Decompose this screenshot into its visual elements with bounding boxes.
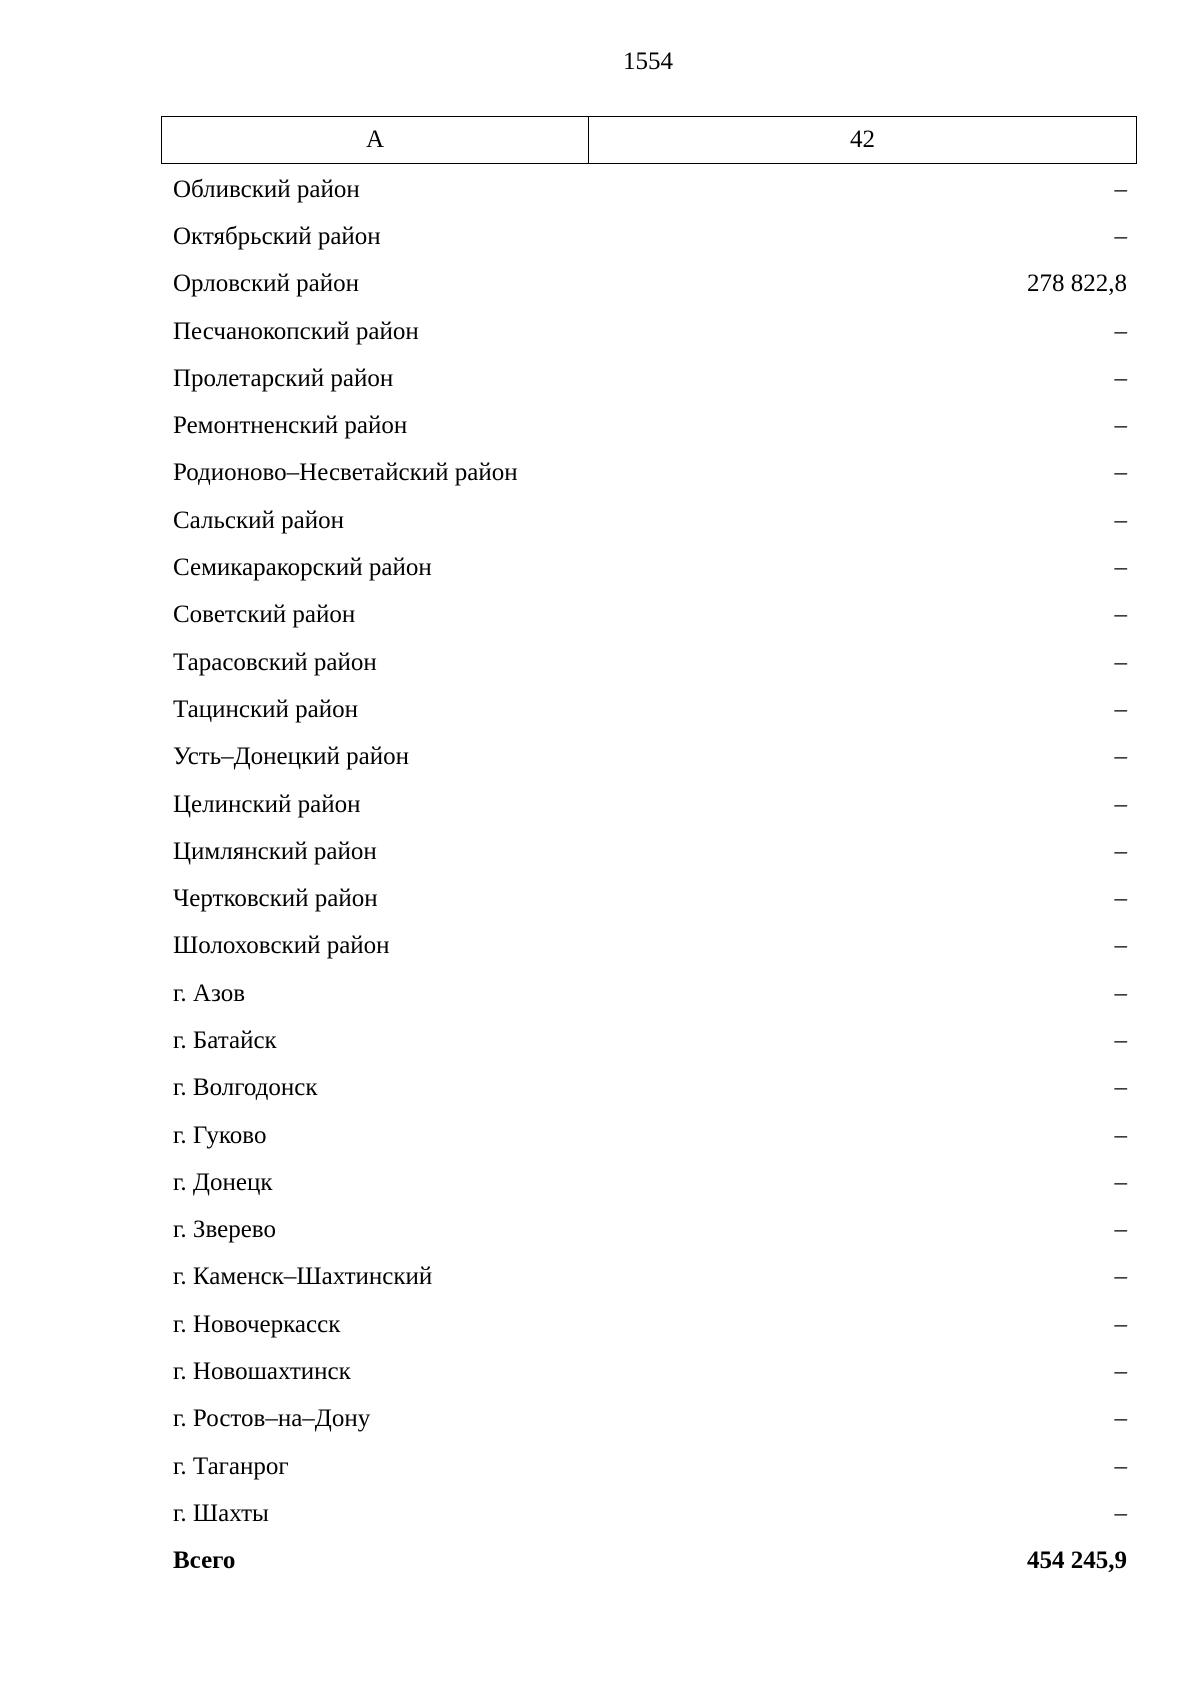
row-value: – [1114,979,1127,1007]
row-name: г. Азов [173,979,246,1007]
row-value: – [1114,317,1127,345]
total-row [161,1538,1127,1585]
table-row [161,970,1127,1017]
row-value: 278 822,8 [1027,270,1127,298]
table-row [161,1112,1127,1159]
row-value: – [1114,601,1127,629]
row-value: – [1114,648,1127,676]
row-value: – [1114,1074,1127,1102]
row-value: – [1114,932,1127,960]
row-value: – [1114,175,1127,203]
row-name: Тарасовский район [173,648,377,676]
table-row [161,592,1127,639]
table-row [161,497,1127,544]
row-name: Семикаракорский район [173,554,432,582]
row-value: – [1114,1310,1127,1338]
row-name: Тацинский район [173,695,358,723]
table-row [161,923,1127,970]
row-name: Октябрьский район [173,222,381,250]
table-row [161,734,1127,781]
row-name: г. Новошахтинск [173,1358,351,1386]
row-name: Чертковский район [173,885,378,913]
row-name: Сальский район [173,506,344,534]
table-row [161,1490,1127,1537]
row-name: г. Донецк [173,1168,273,1196]
page-number: 1554 [623,48,673,75]
table-row [161,1207,1127,1254]
row-value: – [1114,1216,1127,1244]
row-value: – [1114,1026,1127,1054]
row-name: г. Волгодонск [173,1074,318,1102]
row-value: – [1114,1358,1127,1386]
table-row [161,402,1127,449]
row-name: Усть–Донецкий район [173,743,410,771]
row-value: – [1114,1121,1127,1149]
table-row [161,1017,1127,1064]
total-label: Всего [173,1547,236,1575]
row-value: – [1114,837,1127,865]
row-value: – [1114,790,1127,818]
table-row [161,1443,1127,1490]
row-value: – [1114,1405,1127,1433]
row-value: – [1114,222,1127,250]
row-name: г. Шахты [173,1499,269,1527]
row-value: – [1114,1452,1127,1480]
row-value: – [1114,743,1127,771]
row-name: г. Новочеркасск [173,1310,341,1338]
row-name: Пролетарский район [173,364,394,392]
header-col-a: А [162,117,589,163]
row-name: Советский район [173,601,356,629]
row-name: г. Гуково [173,1121,267,1149]
table-row [161,1065,1127,1112]
row-name: Целинский район [173,790,361,818]
row-value: – [1114,412,1127,440]
row-name: Орловский район [173,270,359,298]
table-row [161,639,1127,686]
row-name: Обливский район [173,175,360,203]
table-row [161,781,1127,828]
table-header [161,116,1137,164]
table-row [161,1348,1127,1395]
table-row [161,1301,1127,1348]
row-value: – [1114,364,1127,392]
table-row [161,875,1127,922]
total-value: 454 245,9 [1027,1547,1127,1575]
table-row [161,450,1127,497]
row-name: Родионово–Несветайский район [173,459,518,487]
row-name: г. Таганрог [173,1452,289,1480]
row-value: – [1114,1168,1127,1196]
row-value: – [1114,459,1127,487]
row-value: – [1114,885,1127,913]
row-value: – [1114,1499,1127,1527]
row-name: г. Каменск–Шахтинский [173,1263,433,1291]
row-name: г. Батайск [173,1026,277,1054]
row-name: г. Зверево [173,1216,276,1244]
table-row [161,308,1127,355]
table-row [161,686,1127,733]
row-value: – [1114,506,1127,534]
table-row [161,1396,1127,1443]
row-value: – [1114,554,1127,582]
table-row [161,166,1127,213]
row-value: – [1114,1263,1127,1291]
table-body [161,166,1127,1585]
row-name: г. Ростов–на–Дону [173,1405,371,1433]
table-row [161,213,1127,260]
row-name: Песчанокопский район [173,317,419,345]
table-row [161,355,1127,402]
table-row [161,1159,1127,1206]
row-name: Цимлянский район [173,837,377,865]
table-row [161,261,1127,308]
row-name: Ремонтненский район [173,412,408,440]
table-row [161,1254,1127,1301]
table-row [161,544,1127,591]
table-row [161,828,1127,875]
row-value: – [1114,695,1127,723]
row-name: Шолоховский район [173,932,390,960]
header-col-b: 42 [850,126,875,153]
